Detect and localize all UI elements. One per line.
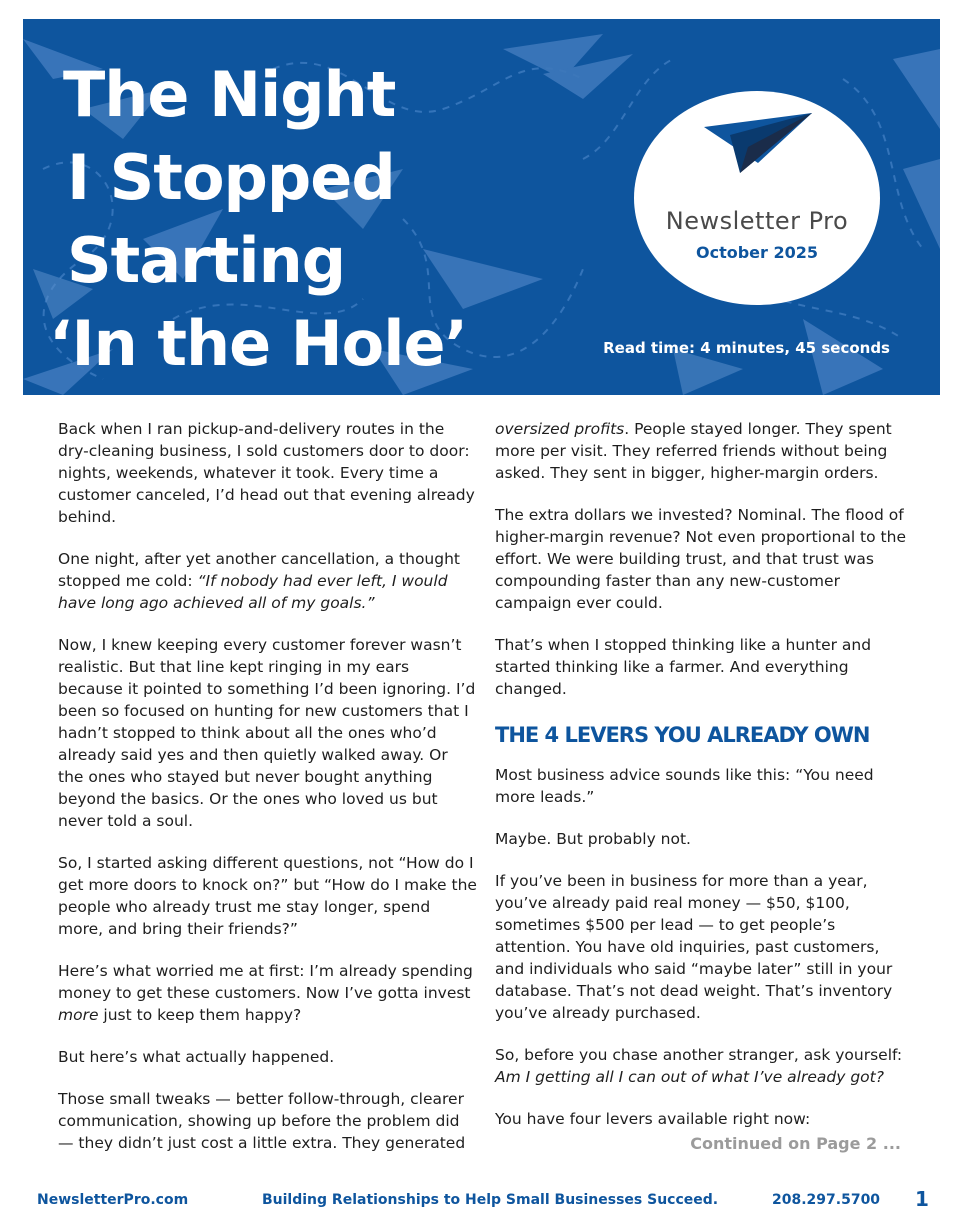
paragraph-text: One night, after yet another cancellation, a thought stopped me cold: (58, 550, 460, 590)
paragraph: Maybe. But probably not. (495, 830, 691, 848)
footer (0, 1187, 957, 1214)
paragraph-emphasis: oversized profits (495, 420, 625, 438)
footer-website-link[interactable]: NewsletterPro.com (37, 1192, 189, 1208)
headline-line-1: The Night (63, 58, 396, 131)
section-heading: THE 4 LEVERS YOU ALREADY OWN (495, 723, 870, 747)
paragraph-emphasis: Am I getting all I can out of what I’ve already got? (495, 1068, 884, 1086)
paragraph: If you’ve been in business for more than a year, you’ve already paid real money — $50, $100, sometimes $500 per lead — to get people’s attention. You have old inquiries, past customers, and individuals who said “maybe later” still in your database. That’s not dead weight. That’s inventory you’ve already purchased. (495, 872, 893, 1022)
read-time: Read time: 4 minutes, 45 seconds (603, 339, 890, 357)
right-column (495, 418, 913, 1150)
headline-line-2: I Stopped (67, 141, 395, 214)
paragraph (58, 960, 478, 1026)
paragraph: But here’s what actually happened. (58, 1048, 335, 1066)
paragraph-text: Here’s what worried me at first: I’m already spending money to get these customers. Now I’ve gotta invest (58, 962, 473, 1002)
headline (49, 53, 509, 385)
paragraph: Now, I knew keeping every customer forever wasn’t realistic. But that line kept ringing in my ears because it pointed to something I’d been ignoring. I’d been so focused on hunting for new customers that I hadn’t stopped to think about all the ones who’d already said yes and then quietly walked away. Or the ones who stayed but never bought anything beyond the basics. Or the ones who loved us but never told a soul. (58, 636, 476, 830)
paragraph-emphasis: more (58, 1006, 99, 1024)
paragraph (58, 548, 478, 614)
paragraph-quote: “If nobody had ever left, I would have long ago achieved all of my goals.” (58, 572, 448, 612)
brand-badge (634, 91, 880, 305)
left-column (58, 418, 478, 1174)
paragraph (495, 1044, 913, 1088)
paragraph (495, 418, 913, 484)
paragraph: That’s when I stopped thinking like a hunter and started thinking like a farmer. And everything changed. (495, 636, 872, 698)
paragraph: So, I started asking different questions, not “How do I get more doors to knock on?” but “How do I make the people who already trust me stay longer, spend more, and bring their friends?” (58, 854, 477, 938)
paragraph-text: . People stayed longer. They spent more per visit. They referred friends without being asked. They sent in bigger, higher-margin orders. (495, 420, 892, 482)
page-number: 1 (915, 1187, 929, 1211)
footer-tagline: Building Relationships to Help Small Businesses Succeed. (262, 1192, 719, 1208)
issue-date: October 2025 (695, 243, 819, 262)
paragraph: Back when I ran pickup-and-delivery routes in the dry-cleaning business, I sold customers door to door: nights, weekends, whatever it took. Every time a customer canceled, I’d head out that evening already behind. (58, 420, 475, 526)
headline-line-3: Starting (67, 224, 346, 297)
paragraph: Most business advice sounds like this: “You need more leads.” (495, 766, 874, 806)
continued-link[interactable]: Continued on Page 2 ... (690, 1134, 901, 1153)
paragraph-text: So, before you chase another stranger, ask yourself: (495, 1046, 903, 1064)
header-banner (23, 19, 940, 395)
paragraph: The extra dollars we invested? Nominal. The flood of higher-margin revenue? Not even proportional to the effort. We were building trust, and that trust was compounding faster than any new-customer campaign ever could. (495, 506, 906, 612)
paragraph: You have four levers available right now: (495, 1110, 811, 1128)
paragraph: Those small tweaks — better follow-through, clearer communication, showing up before the problem did — they didn’t just cost a little extra. They generated (58, 1090, 466, 1152)
paper-plane-logo-icon (704, 113, 814, 175)
brand-name: Newsletter Pro (665, 207, 849, 235)
paragraph-text: just to keep them happy? (98, 1006, 302, 1024)
headline-line-4: ‘In the Hole’ (49, 307, 468, 380)
footer-phone-link[interactable]: 208.297.5700 (772, 1192, 881, 1208)
